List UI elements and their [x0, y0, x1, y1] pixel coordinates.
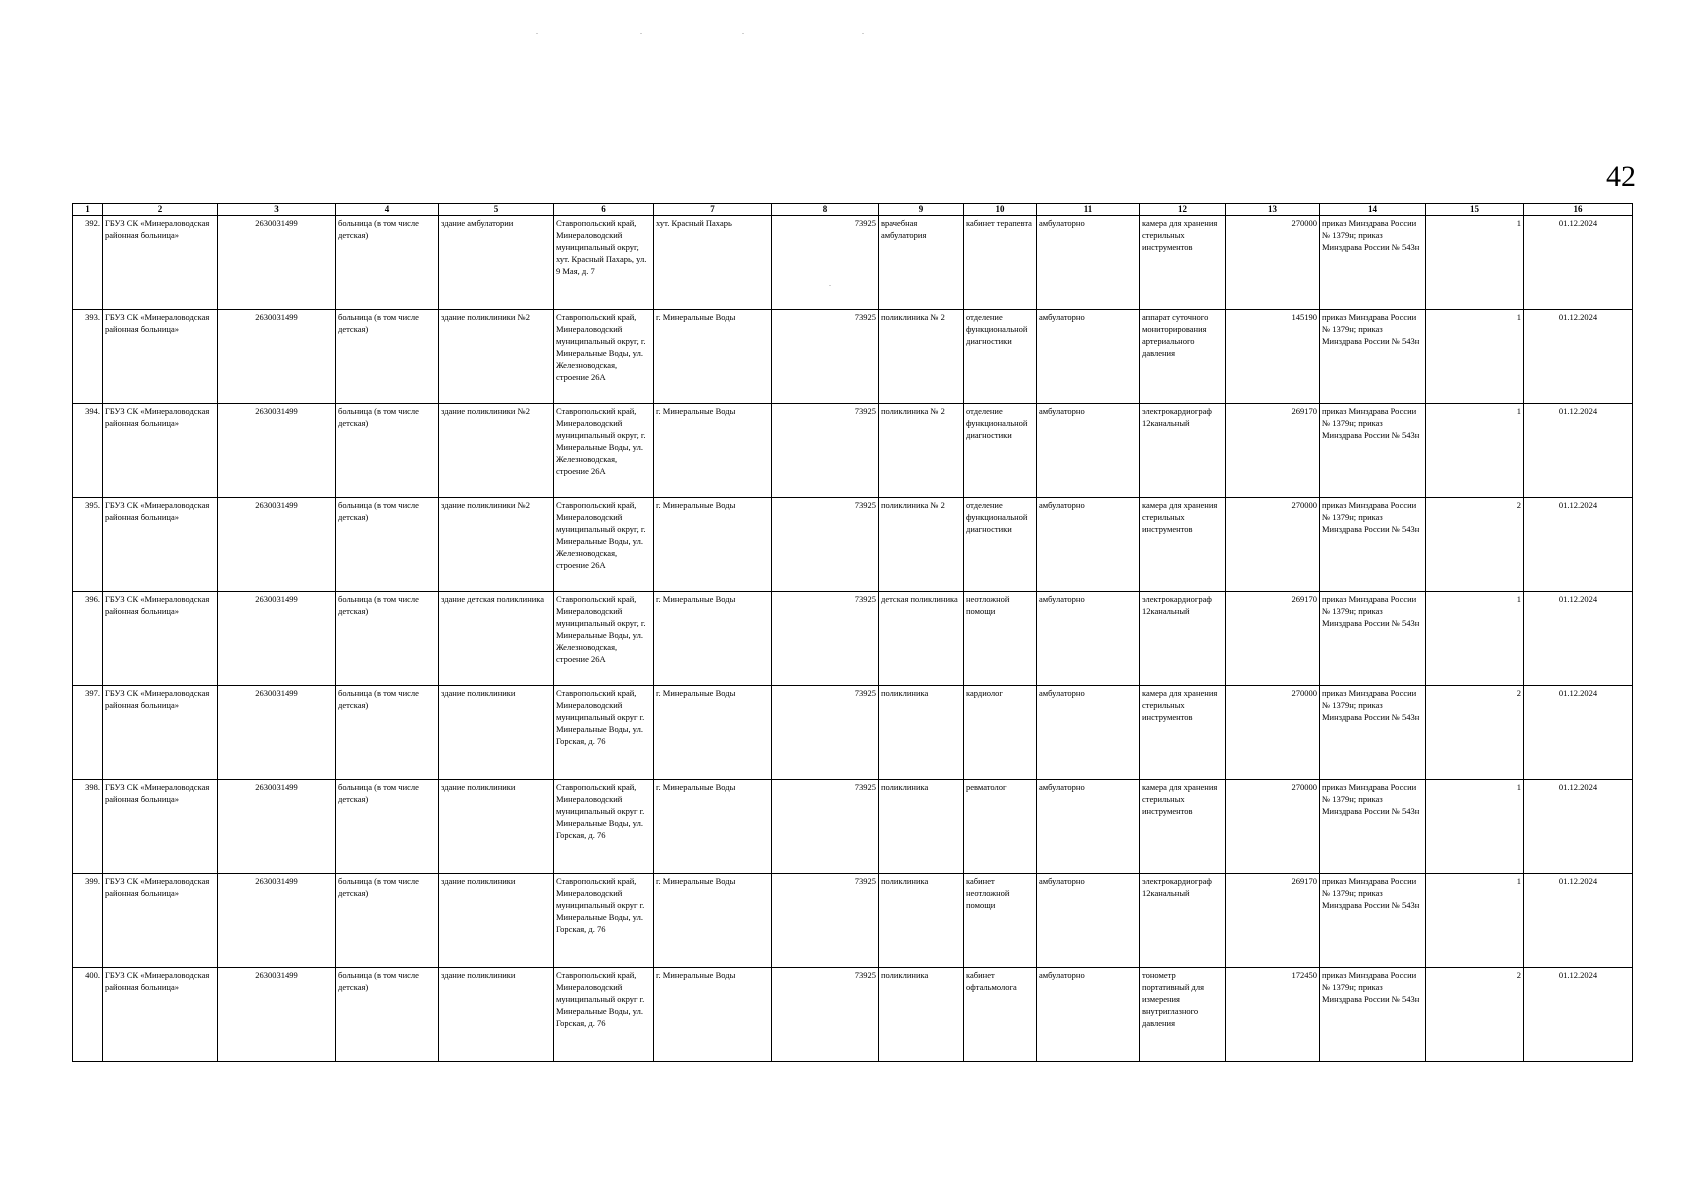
unit-cell: кабинет неотложной помощи [964, 874, 1037, 968]
equipment-cell: электрокардиограф 12канальный [1140, 592, 1226, 686]
organization-cell: ГБУЗ СК «Минераловодская районная больница» [103, 968, 218, 1062]
column-header: 10 [964, 204, 1037, 216]
table-row [73, 498, 1633, 592]
date-cell: 01.12.2024 [1524, 686, 1633, 780]
table-row [73, 968, 1633, 1062]
oktmo-cell: 73925 [772, 592, 879, 686]
date-cell: 01.12.2024 [1524, 498, 1633, 592]
building-cell: здание поликлиники [439, 874, 554, 968]
row-number-cell: 399. [73, 874, 103, 968]
scan-speck [742, 33, 744, 34]
locality-cell: г. Минеральные Воды [654, 592, 772, 686]
oktmo-cell: 73925 [772, 686, 879, 780]
column-header: 6 [554, 204, 654, 216]
inn-cell: 2630031499 [218, 216, 336, 310]
building-cell: здание детская поликлиника [439, 592, 554, 686]
equipment-cell: аппарат суточного мониторирования артериального давления [1140, 310, 1226, 404]
address-cell: Ставропольский край, Минераловодский муниципальный округ, г. Минеральные Воды, ул. Железноводская, строение 26А [554, 592, 654, 686]
row-number-cell: 400. [73, 968, 103, 1062]
column-header: 12 [1140, 204, 1226, 216]
organization-cell: ГБУЗ СК «Минераловодская районная больница» [103, 310, 218, 404]
scan-speck [862, 33, 864, 34]
quantity-cell: 2 [1426, 498, 1524, 592]
column-header: 15 [1426, 204, 1524, 216]
table-row [73, 874, 1633, 968]
row-number-cell: 398. [73, 780, 103, 874]
subdivision-cell: поликлиника [879, 686, 964, 780]
address-cell: Ставропольский край, Минераловодский муниципальный округ, г. Минеральные Воды, ул. Железноводская, строение 26А [554, 498, 654, 592]
equipment-cell: электрокардиограф 12канальный [1140, 874, 1226, 968]
address-cell: Ставропольский край, Минераловодский муниципальный округ, г. Минеральные Воды, ул. Железноводская, строение 26А [554, 404, 654, 498]
price-cell: 269170 [1226, 404, 1320, 498]
inn-cell: 2630031499 [218, 592, 336, 686]
page-number: 42 [1606, 160, 1636, 193]
price-cell: 270000 [1226, 780, 1320, 874]
quantity-cell: 2 [1426, 686, 1524, 780]
oktmo-cell: 73925 [772, 404, 879, 498]
care-condition-cell: амбулаторно [1037, 780, 1140, 874]
facility-type-cell: больница (в том числе детская) [336, 216, 439, 310]
address-cell: Ставропольский край, Минераловодский муниципальный округ г. Минеральные Воды, ул. Горская, д. 76 [554, 780, 654, 874]
column-header: 2 [103, 204, 218, 216]
unit-cell: отделение функциональной диагностики [964, 310, 1037, 404]
facility-type-cell: больница (в том числе детская) [336, 404, 439, 498]
unit-cell: ревматолог [964, 780, 1037, 874]
address-cell: Ставропольский край, Минераловодский муниципальный округ, г. Минеральные Воды, ул. Железноводская, строение 26А [554, 310, 654, 404]
date-cell: 01.12.2024 [1524, 592, 1633, 686]
locality-cell: г. Минеральные Воды [654, 404, 772, 498]
date-cell: 01.12.2024 [1524, 404, 1633, 498]
date-cell: 01.12.2024 [1524, 968, 1633, 1062]
table-row [73, 216, 1633, 310]
care-condition-cell: амбулаторно [1037, 686, 1140, 780]
column-header: 9 [879, 204, 964, 216]
price-cell: 270000 [1226, 686, 1320, 780]
organization-cell: ГБУЗ СК «Минераловодская районная больница» [103, 404, 218, 498]
register-table [72, 203, 1633, 1062]
column-header: 13 [1226, 204, 1320, 216]
order-cell: приказ Минздрава России № 1379н; приказ Минздрава России № 543н [1320, 874, 1426, 968]
equipment-cell: камера для хранения стерильных инструментов [1140, 780, 1226, 874]
oktmo-cell: 73925 [772, 968, 879, 1062]
care-condition-cell: амбулаторно [1037, 592, 1140, 686]
organization-cell: ГБУЗ СК «Минераловодская районная больница» [103, 686, 218, 780]
quantity-cell: 2 [1426, 968, 1524, 1062]
facility-type-cell: больница (в том числе детская) [336, 968, 439, 1062]
inn-cell: 2630031499 [218, 404, 336, 498]
quantity-cell: 1 [1426, 310, 1524, 404]
inn-cell: 2630031499 [218, 874, 336, 968]
subdivision-cell: поликлиника [879, 780, 964, 874]
oktmo-cell: 73925 [772, 874, 879, 968]
facility-type-cell: больница (в том числе детская) [336, 686, 439, 780]
order-cell: приказ Минздрава России № 1379н; приказ Минздрава России № 543н [1320, 310, 1426, 404]
column-header: 1 [73, 204, 103, 216]
order-cell: приказ Минздрава России № 1379н; приказ Минздрава России № 543н [1320, 968, 1426, 1062]
address-cell: Ставропольский край, Минераловодский муниципальный округ г. Минеральные Воды, ул. Горская, д. 76 [554, 686, 654, 780]
quantity-cell: 1 [1426, 874, 1524, 968]
scan-speck [829, 285, 831, 286]
locality-cell: г. Минеральные Воды [654, 968, 772, 1062]
unit-cell: кабинет офтальмолога [964, 968, 1037, 1062]
equipment-cell: камера для хранения стерильных инструментов [1140, 216, 1226, 310]
row-number-cell: 394. [73, 404, 103, 498]
locality-cell: г. Минеральные Воды [654, 686, 772, 780]
column-number-row [73, 204, 1633, 216]
subdivision-cell: поликлиника № 2 [879, 404, 964, 498]
oktmo-cell: 73925 [772, 780, 879, 874]
table-header [73, 204, 1633, 216]
subdivision-cell: детская поликлиника [879, 592, 964, 686]
scan-speck [536, 33, 538, 34]
building-cell: здание поликлиники №2 [439, 498, 554, 592]
column-header: 3 [218, 204, 336, 216]
table-body [73, 216, 1633, 1062]
price-cell: 270000 [1226, 216, 1320, 310]
facility-type-cell: больница (в том числе детская) [336, 780, 439, 874]
address-cell: Ставропольский край, Минераловодский муниципальный округ г. Минеральные Воды, ул. Горская, д. 76 [554, 874, 654, 968]
facility-type-cell: больница (в том числе детская) [336, 310, 439, 404]
quantity-cell: 1 [1426, 216, 1524, 310]
equipment-cell: тонометр портативный для измерения внутриглазного давления [1140, 968, 1226, 1062]
address-cell: Ставропольский край, Минераловодский муниципальный округ, хут. Красный Пахарь, ул. 9 Мая, д. 7 [554, 216, 654, 310]
subdivision-cell: врачебная амбулатория [879, 216, 964, 310]
building-cell: здание поликлиники [439, 780, 554, 874]
column-header: 16 [1524, 204, 1633, 216]
date-cell: 01.12.2024 [1524, 874, 1633, 968]
column-header: 7 [654, 204, 772, 216]
equipment-cell: электрокардиограф 12канальный [1140, 404, 1226, 498]
organization-cell: ГБУЗ СК «Минераловодская районная больница» [103, 498, 218, 592]
subdivision-cell: поликлиника [879, 968, 964, 1062]
date-cell: 01.12.2024 [1524, 310, 1633, 404]
row-number-cell: 395. [73, 498, 103, 592]
quantity-cell: 1 [1426, 592, 1524, 686]
oktmo-cell: 73925 [772, 498, 879, 592]
organization-cell: ГБУЗ СК «Минераловодская районная больница» [103, 216, 218, 310]
locality-cell: г. Минеральные Воды [654, 780, 772, 874]
table-row [73, 592, 1633, 686]
order-cell: приказ Минздрава России № 1379н; приказ Минздрава России № 543н [1320, 498, 1426, 592]
row-number-cell: 397. [73, 686, 103, 780]
inn-cell: 2630031499 [218, 780, 336, 874]
table-row [73, 310, 1633, 404]
unit-cell: отделение функциональной диагностики [964, 498, 1037, 592]
building-cell: здание поликлиники [439, 968, 554, 1062]
date-cell: 01.12.2024 [1524, 780, 1633, 874]
quantity-cell: 1 [1426, 404, 1524, 498]
equipment-cell: камера для хранения стерильных инструментов [1140, 498, 1226, 592]
column-header: 11 [1037, 204, 1140, 216]
quantity-cell: 1 [1426, 780, 1524, 874]
column-header: 5 [439, 204, 554, 216]
care-condition-cell: амбулаторно [1037, 874, 1140, 968]
unit-cell: неотложной помощи [964, 592, 1037, 686]
row-number-cell: 392. [73, 216, 103, 310]
date-cell: 01.12.2024 [1524, 216, 1633, 310]
building-cell: здание амбулатории [439, 216, 554, 310]
subdivision-cell: поликлиника [879, 874, 964, 968]
care-condition-cell: амбулаторно [1037, 310, 1140, 404]
locality-cell: хут. Красный Пахарь [654, 216, 772, 310]
order-cell: приказ Минздрава России № 1379н; приказ Минздрава России № 543н [1320, 592, 1426, 686]
table-row [73, 686, 1633, 780]
equipment-cell: камера для хранения стерильных инструментов [1140, 686, 1226, 780]
order-cell: приказ Минздрава России № 1379н; приказ Минздрава России № 543н [1320, 216, 1426, 310]
care-condition-cell: амбулаторно [1037, 498, 1140, 592]
inn-cell: 2630031499 [218, 498, 336, 592]
care-condition-cell: амбулаторно [1037, 216, 1140, 310]
unit-cell: отделение функциональной диагностики [964, 404, 1037, 498]
care-condition-cell: амбулаторно [1037, 404, 1140, 498]
price-cell: 172450 [1226, 968, 1320, 1062]
column-header: 4 [336, 204, 439, 216]
locality-cell: г. Минеральные Воды [654, 310, 772, 404]
facility-type-cell: больница (в том числе детская) [336, 874, 439, 968]
order-cell: приказ Минздрава России № 1379н; приказ Минздрава России № 543н [1320, 404, 1426, 498]
order-cell: приказ Минздрава России № 1379н; приказ Минздрава России № 543н [1320, 686, 1426, 780]
oktmo-cell: 73925 [772, 310, 879, 404]
inn-cell: 2630031499 [218, 968, 336, 1062]
column-header: 8 [772, 204, 879, 216]
row-number-cell: 396. [73, 592, 103, 686]
facility-type-cell: больница (в том числе детская) [336, 592, 439, 686]
subdivision-cell: поликлиника № 2 [879, 310, 964, 404]
table-row [73, 404, 1633, 498]
building-cell: здание поликлиники [439, 686, 554, 780]
building-cell: здание поликлиники №2 [439, 404, 554, 498]
address-cell: Ставропольский край, Минераловодский муниципальный округ г. Минеральные Воды, ул. Горская, д. 76 [554, 968, 654, 1062]
subdivision-cell: поликлиника № 2 [879, 498, 964, 592]
column-header: 14 [1320, 204, 1426, 216]
unit-cell: кардиолог [964, 686, 1037, 780]
scan-speck [640, 33, 642, 34]
organization-cell: ГБУЗ СК «Минераловодская районная больница» [103, 874, 218, 968]
locality-cell: г. Минеральные Воды [654, 874, 772, 968]
oktmo-cell: 73925 [772, 216, 879, 310]
price-cell: 270000 [1226, 498, 1320, 592]
order-cell: приказ Минздрава России № 1379н; приказ Минздрава России № 543н [1320, 780, 1426, 874]
inn-cell: 2630031499 [218, 310, 336, 404]
organization-cell: ГБУЗ СК «Минераловодская районная больница» [103, 592, 218, 686]
table-row [73, 780, 1633, 874]
building-cell: здание поликлиники №2 [439, 310, 554, 404]
price-cell: 145190 [1226, 310, 1320, 404]
organization-cell: ГБУЗ СК «Минераловодская районная больница» [103, 780, 218, 874]
price-cell: 269170 [1226, 874, 1320, 968]
locality-cell: г. Минеральные Воды [654, 498, 772, 592]
care-condition-cell: амбулаторно [1037, 968, 1140, 1062]
price-cell: 269170 [1226, 592, 1320, 686]
unit-cell: кабинет терапевта [964, 216, 1037, 310]
row-number-cell: 393. [73, 310, 103, 404]
facility-type-cell: больница (в том числе детская) [336, 498, 439, 592]
inn-cell: 2630031499 [218, 686, 336, 780]
